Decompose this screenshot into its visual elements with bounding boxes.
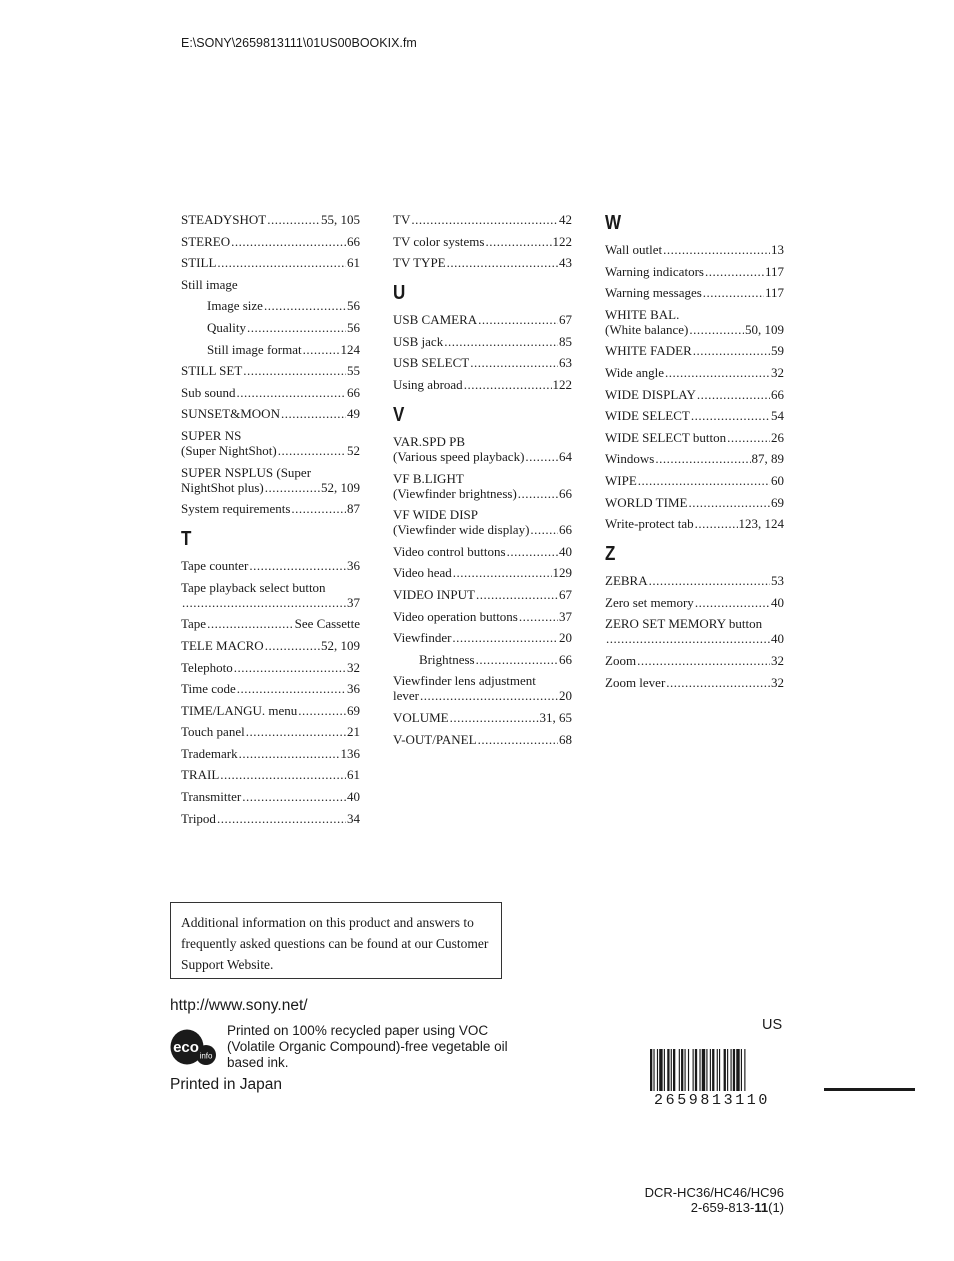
index-term: (Super NightShot) — [181, 442, 277, 458]
index-page: 59 — [771, 343, 784, 359]
index-entry — [181, 342, 360, 357]
index-entry — [181, 234, 360, 249]
index-page: 50, 109 — [745, 321, 784, 337]
index-term-line2 — [181, 480, 360, 495]
index-entry — [181, 465, 360, 495]
leader-dots — [688, 495, 770, 510]
index-entry — [605, 516, 784, 531]
index-term: System requirements — [181, 501, 291, 517]
index-entry — [605, 675, 784, 690]
index-term: (Various speed playback) — [393, 448, 525, 464]
index-entry — [605, 430, 784, 445]
index-page: 55 — [347, 363, 360, 379]
index-page: 117 — [764, 263, 784, 279]
index-entry — [181, 767, 360, 782]
index-entry — [605, 473, 784, 488]
leader-dots — [220, 767, 346, 782]
leader-dots — [453, 565, 552, 580]
index-entry — [181, 428, 360, 458]
index-entry — [393, 565, 572, 580]
leader-dots — [420, 688, 558, 703]
index-page: 68 — [559, 731, 572, 747]
index-term: WORLD TIME — [605, 494, 688, 510]
index-group-v — [393, 434, 572, 747]
index-page: 13 — [771, 242, 784, 257]
index-group-tv — [393, 212, 572, 270]
index-page: 36 — [347, 558, 360, 574]
index-page: 123, 124 — [738, 516, 784, 532]
index-term: Quality — [207, 319, 246, 335]
svg-text:eco: eco — [173, 1039, 199, 1056]
leader-dots — [464, 377, 552, 392]
index-entry — [393, 234, 572, 249]
index-group-z — [605, 573, 784, 689]
index-entry — [181, 580, 360, 610]
index-term: STEREO — [181, 233, 231, 249]
sony-url-link[interactable]: http://www.sony.net/ — [170, 997, 308, 1014]
index-term: Image size — [207, 298, 263, 314]
index-entry — [181, 298, 360, 313]
leader-dots — [507, 544, 558, 559]
index-entry — [181, 363, 360, 378]
index-entry — [605, 343, 784, 358]
leader-dots — [666, 675, 770, 690]
index-entry — [181, 746, 360, 761]
index-entry — [393, 544, 572, 559]
index-entry — [605, 451, 784, 466]
index-page: 136 — [340, 745, 360, 761]
index-term: Wall outlet — [605, 242, 663, 257]
leader-dots — [249, 558, 346, 573]
leader-dots — [697, 387, 770, 402]
index-page: 52, 109 — [321, 479, 360, 495]
index-term-line1: SUPER NS — [181, 427, 242, 443]
index-page: 66 — [771, 386, 784, 402]
index-entry — [393, 673, 572, 703]
index-page: 36 — [347, 681, 360, 697]
leader-dots — [265, 480, 320, 495]
leader-dots — [655, 451, 750, 466]
index-term: Warning indicators — [605, 263, 704, 279]
leader-dots — [695, 595, 770, 610]
leader-dots — [478, 312, 558, 327]
index-page: 67 — [559, 312, 572, 328]
part-number: 2-659-813-11(1) — [690, 1200, 784, 1215]
index-entry — [181, 385, 360, 400]
index-page: 67 — [559, 586, 572, 602]
index-page: 56 — [347, 298, 360, 314]
leader-dots — [217, 255, 346, 270]
index-term: NightShot plus) — [181, 479, 264, 495]
index-term: Video head — [393, 565, 452, 581]
leader-dots — [217, 811, 346, 826]
index-page: 37 — [347, 594, 360, 610]
index-entry — [181, 277, 360, 292]
index-page: 63 — [559, 355, 572, 371]
index-page: 32 — [771, 364, 784, 380]
index-term: Transmitter — [181, 789, 242, 805]
leader-dots — [242, 789, 346, 804]
index-page: 122 — [552, 376, 572, 392]
index-page: 26 — [771, 429, 784, 445]
leader-dots — [689, 322, 744, 337]
index-entry — [181, 724, 360, 739]
index-page: 52, 109 — [321, 637, 360, 653]
index-page: 21 — [347, 724, 360, 740]
leader-dots — [693, 343, 770, 358]
index-entry — [605, 365, 784, 380]
index-entry — [605, 242, 784, 257]
leader-dots — [411, 212, 558, 227]
index-page: 69 — [347, 702, 360, 718]
index-term: SUNSET&MOON — [181, 406, 280, 422]
index-page: 117 — [764, 285, 784, 301]
index-term: TELE MACRO — [181, 637, 264, 653]
index-entry — [393, 212, 572, 227]
index-letter-v: V — [393, 403, 405, 426]
index-entry — [181, 638, 360, 653]
index-page: 56 — [347, 319, 360, 335]
index-term: Touch panel — [181, 724, 245, 740]
index-term-line2 — [181, 595, 360, 610]
index-entry — [393, 312, 572, 327]
index-term: WIDE DISPLAY — [605, 386, 696, 402]
edge-rule — [824, 1088, 915, 1091]
index-page: 69 — [771, 494, 784, 510]
index-term: TV color systems — [393, 233, 485, 249]
index-column-2 — [393, 212, 572, 753]
leader-dots — [663, 242, 770, 257]
index-term-line1: Viewfinder lens adjustment — [393, 673, 536, 689]
leader-dots — [237, 385, 346, 400]
leader-dots — [519, 609, 558, 624]
index-entry — [393, 377, 572, 392]
leader-dots — [478, 732, 558, 747]
index-term-line2 — [393, 449, 572, 464]
index-entry — [393, 434, 572, 464]
index-entry — [393, 710, 572, 725]
index-term: Zero set memory — [605, 594, 694, 610]
leader-dots — [518, 486, 558, 501]
index-page: 129 — [552, 565, 572, 581]
leader-dots — [239, 746, 340, 761]
index-term: Tripod — [181, 810, 216, 826]
index-term: Viewfinder — [393, 630, 452, 646]
index-page: 32 — [347, 659, 360, 675]
index-term-line2 — [393, 486, 572, 501]
leader-dots — [450, 710, 539, 725]
index-entry — [393, 355, 572, 370]
index-term: Using abroad — [393, 376, 463, 392]
index-term: TRAIL — [181, 767, 220, 783]
leader-dots — [649, 573, 770, 588]
index-letter-w: W — [605, 212, 622, 234]
index-page: 40 — [771, 594, 784, 610]
index-page: 55, 105 — [321, 212, 360, 227]
index-column-1 — [181, 212, 360, 832]
model-number: DCR-HC36/HC46/HC96 — [644, 1185, 784, 1200]
leader-dots — [298, 703, 346, 718]
leader-dots — [530, 522, 558, 537]
leader-dots — [291, 501, 346, 516]
index-page: 53 — [771, 573, 784, 589]
index-entry — [393, 255, 572, 270]
leader-dots — [303, 342, 340, 357]
support-info-box: Additional information on this product and answers to frequently asked questions can be found at our Customer Support Website. — [170, 902, 502, 979]
leader-dots — [182, 595, 346, 610]
leader-dots — [705, 264, 764, 279]
index-term: Video operation buttons — [393, 608, 518, 624]
index-term: STEADYSHOT — [181, 212, 267, 227]
index-entry — [393, 652, 572, 667]
index-page: 64 — [559, 448, 572, 464]
leader-dots — [264, 298, 346, 313]
index-page: 66 — [559, 651, 572, 667]
index-page: 87 — [347, 501, 360, 517]
index-letter-u: U — [393, 282, 406, 305]
index-page: 122 — [552, 233, 572, 249]
index-entry — [181, 811, 360, 826]
index-page: 61 — [347, 255, 360, 271]
leader-dots — [447, 255, 558, 270]
index-term: (Viewfinder brightness) — [393, 485, 517, 501]
region-code: US — [762, 1017, 783, 1033]
leader-dots — [525, 449, 558, 464]
index-entry — [181, 255, 360, 270]
eco-paper-note: Printed on 100% recycled paper using VOC (Volatile Organic Compound)-free vegetable oil based ink. — [227, 1023, 508, 1070]
index-term: STILL — [181, 255, 217, 271]
index-page: 54 — [771, 408, 784, 424]
index-page: 42 — [559, 212, 572, 227]
index-entry — [181, 616, 360, 631]
leader-dots — [476, 652, 558, 667]
index-entry — [393, 587, 572, 602]
index-entry — [393, 609, 572, 624]
index-term: (White balance) — [605, 321, 689, 337]
index-entry — [393, 334, 572, 349]
eco-info-logo-icon — [170, 1028, 216, 1066]
index-entry — [181, 320, 360, 335]
index-term: WIDE SELECT — [605, 408, 690, 424]
index-entry — [181, 703, 360, 718]
index-letter-t: T — [181, 528, 192, 551]
barcode-number: 2659813110 — [654, 1092, 771, 1109]
leader-dots — [452, 630, 558, 645]
leader-dots — [638, 473, 770, 488]
index-page: 66 — [559, 485, 572, 501]
leader-dots — [234, 660, 346, 675]
index-page: 85 — [559, 333, 572, 349]
barcode-icon — [650, 1049, 784, 1091]
index-term-line2 — [605, 631, 784, 646]
index-page: 34 — [347, 810, 360, 826]
leader-dots — [265, 638, 320, 653]
index-term: Tape — [181, 616, 207, 632]
index-group-w — [605, 242, 784, 531]
index-group-s — [181, 212, 360, 516]
index-term: Windows — [605, 451, 655, 467]
leader-dots — [231, 234, 346, 249]
index-page: 40 — [347, 789, 360, 805]
index-page: 40 — [771, 631, 784, 647]
index-term: Brightness — [419, 651, 475, 667]
leader-dots — [281, 406, 346, 421]
leader-dots — [727, 430, 770, 445]
index-page: 66 — [559, 522, 572, 538]
index-page: 66 — [347, 384, 360, 400]
index-entry — [605, 307, 784, 337]
index-term-line2 — [393, 522, 572, 537]
index-term-line2 — [393, 688, 572, 703]
leader-dots — [444, 334, 558, 349]
index-term: WHITE FADER — [605, 343, 692, 359]
index-term-line1: ZERO SET MEMORY button — [605, 616, 763, 632]
index-term: Still image format — [207, 341, 302, 357]
index-column-3 — [605, 212, 784, 696]
leader-dots — [476, 587, 558, 602]
index-entry — [605, 387, 784, 402]
index-entry — [181, 789, 360, 804]
leader-dots — [703, 285, 764, 300]
index-entry — [605, 653, 784, 668]
index-term: Telephoto — [181, 659, 233, 675]
index-entry — [181, 681, 360, 696]
index-entry — [181, 558, 360, 573]
index-term: Zoom lever — [605, 674, 666, 690]
index-term: Write-protect tab — [605, 516, 694, 532]
index-term-line2 — [181, 443, 360, 458]
svg-text:info: info — [199, 1051, 213, 1061]
index-term-line1: VAR.SPD PB — [393, 433, 466, 449]
index-entry — [181, 406, 360, 421]
index-page: 52 — [347, 442, 360, 458]
leader-dots — [637, 653, 770, 668]
index-page: 20 — [559, 688, 572, 704]
index-term: (Viewfinder wide display) — [393, 522, 530, 538]
index-entry — [181, 212, 360, 227]
index-term: USB SELECT — [393, 355, 470, 371]
index-term: TIME/LANGU. menu — [181, 702, 298, 718]
index-entry — [393, 732, 572, 747]
leader-dots — [470, 355, 558, 370]
index-page: 31, 65 — [539, 709, 572, 725]
index-term: lever — [393, 688, 419, 704]
index-term: Video control buttons — [393, 543, 506, 559]
leader-dots — [278, 443, 346, 458]
leader-dots — [246, 724, 346, 739]
index-term: USB CAMERA — [393, 312, 478, 328]
index-term: ZEBRA — [605, 573, 648, 589]
index-term-line2 — [605, 322, 784, 337]
index-page: 32 — [771, 652, 784, 668]
index-entry — [605, 573, 784, 588]
index-page: 37 — [559, 608, 572, 624]
leader-dots — [267, 212, 320, 227]
index-term: Warning messages — [605, 285, 702, 301]
index-term-line1: SUPER NSPLUS (Super — [181, 464, 312, 480]
index-page: 61 — [347, 767, 360, 783]
leader-dots — [485, 234, 551, 249]
index-term: VIDEO INPUT — [393, 586, 475, 602]
index-term: Time code — [181, 681, 236, 697]
file-path-header: E:\SONY\2659813111\01US00BOOKIX.fm — [181, 36, 417, 50]
index-term: TV — [393, 212, 411, 227]
index-page: 124 — [340, 341, 360, 357]
index-term: WIPE — [605, 472, 637, 488]
index-term: Sub sound — [181, 384, 236, 400]
index-page: 20 — [559, 630, 572, 646]
index-letter-z: Z — [605, 543, 616, 566]
index-term: TV TYPE — [393, 255, 446, 271]
index-term-line1: VF B.LIGHT — [393, 470, 464, 486]
leader-dots — [691, 408, 770, 423]
index-term: Zoom — [605, 652, 637, 668]
index-page: See Cassette — [294, 616, 360, 632]
model-block — [560, 1185, 784, 1215]
index-term: USB jack — [393, 333, 444, 349]
index-entry — [393, 471, 572, 501]
printed-in-label: Printed in Japan — [170, 1076, 283, 1093]
index-term: Still image — [181, 276, 238, 292]
leader-dots — [247, 320, 346, 335]
index-entry — [181, 501, 360, 516]
index-term: V-OUT/PANEL — [393, 731, 477, 747]
leader-dots — [237, 681, 346, 696]
index-group-t — [181, 558, 360, 826]
index-entry — [605, 285, 784, 300]
index-page: 66 — [347, 233, 360, 249]
index-group-u — [393, 312, 572, 392]
index-page: 32 — [771, 674, 784, 690]
index-term-line1: WHITE BAL. — [605, 306, 680, 322]
leader-dots — [243, 363, 346, 378]
index-term: Wide angle — [605, 364, 665, 380]
index-page: 40 — [559, 543, 572, 559]
index-entry — [605, 595, 784, 610]
leader-dots — [695, 516, 738, 531]
index-entry — [605, 495, 784, 510]
leader-dots — [665, 365, 770, 380]
index-entry — [605, 264, 784, 279]
index-term: STILL SET — [181, 363, 243, 379]
index-term-line1: Tape playback select button — [181, 579, 326, 595]
index-page: 43 — [559, 255, 572, 271]
leader-dots — [606, 631, 770, 646]
index-entry — [393, 507, 572, 537]
index-entry — [181, 660, 360, 675]
index-term: VOLUME — [393, 709, 449, 725]
index-term: WIDE SELECT button — [605, 429, 727, 445]
index-page: 87, 89 — [751, 451, 784, 467]
index-entry — [605, 408, 784, 423]
index-page: 49 — [347, 406, 360, 422]
index-term: Tape counter — [181, 558, 249, 574]
index-entry — [393, 630, 572, 645]
index-page: 60 — [771, 472, 784, 488]
index-entry — [605, 616, 784, 646]
index-term-line1: VF WIDE DISP — [393, 507, 478, 523]
index-term: Trademark — [181, 745, 238, 761]
leader-dots — [207, 616, 294, 631]
